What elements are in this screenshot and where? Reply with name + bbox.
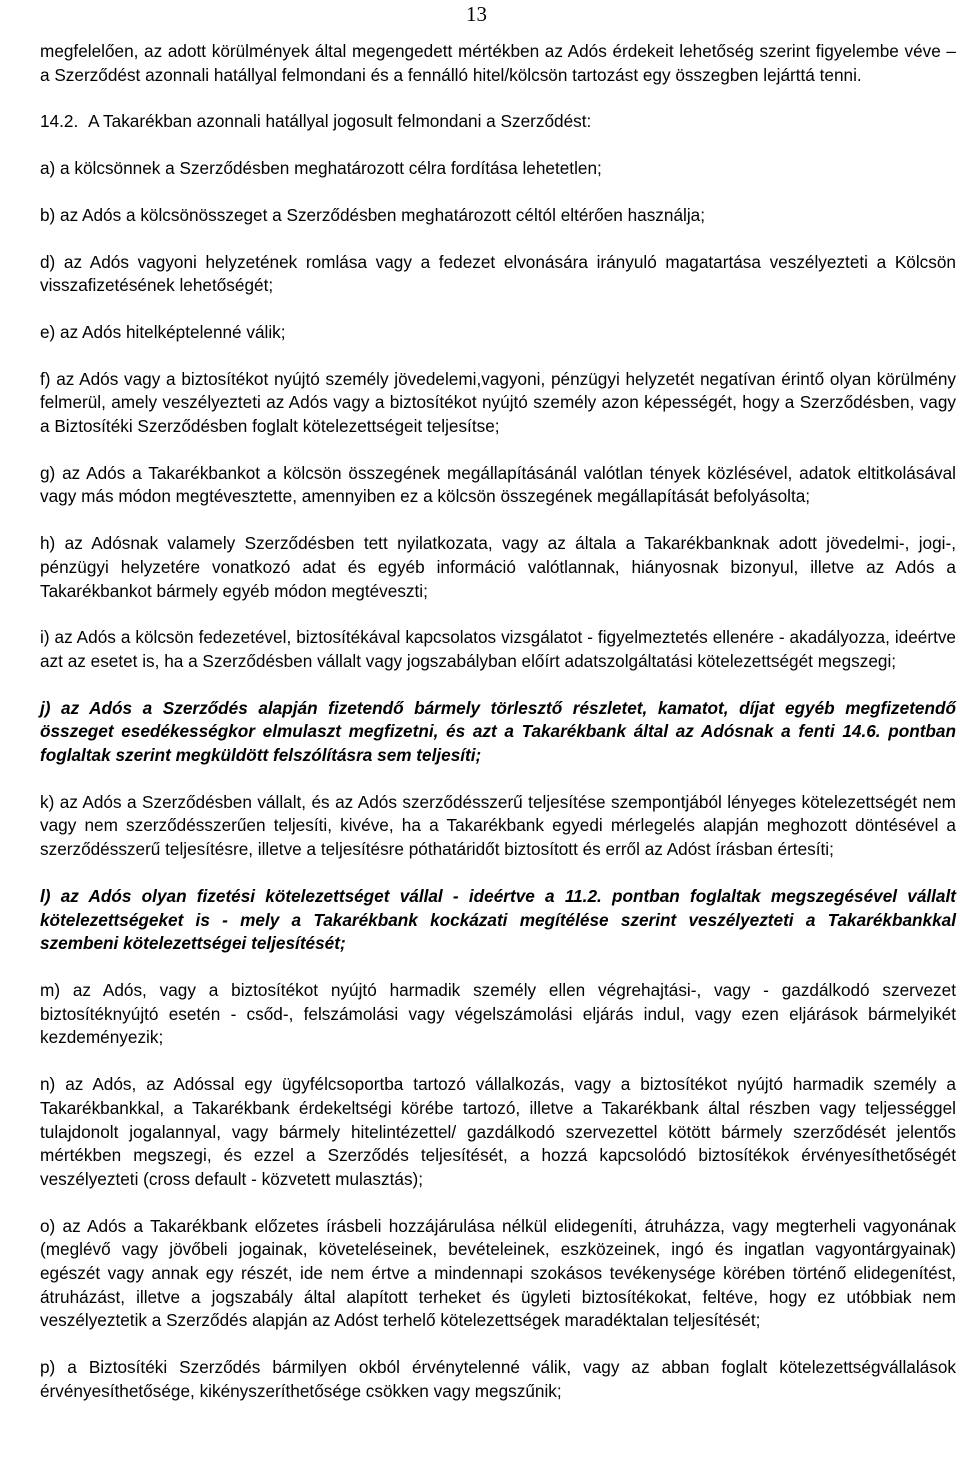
section-number: 14.2.	[40, 111, 79, 132]
page-number: 13	[466, 2, 487, 26]
item-e: e) az Adós hitelképtelenné válik;	[40, 321, 286, 342]
item-n: n) az Adós, az Adóssal egy ügyfélcsoportba tartozó vállalkozás, vagy a biztosítékot nyújtó harmadik személy a Takarékbankkal, a Takarékbank érdekeltségi körébe tartozó, illetve a Takarékbank által részben vagy teljességgel tulajdonolt jogalannyal, vagy bármely hitelintézettel/ gazdálkodó szervezettel kötött bármely szerződését jelentős mértékben megszegi, és ezzel a Szerződés teljesítését, a hozzá kapcsolódó biztosítékok érvényesíthetőségét veszélyezteti (cross default - közvetett mulasztás);	[40, 1074, 956, 1189]
item-o: o) az Adós a Takarékbank előzetes írásbeli hozzájárulása nélkül elidegeníti, átruházza, vagy megterheli vagyonának (meglévő vagy jövőbeli jogainak, követeléseinek, bevételeinek, eszközeinek, ingó és ingatlan vagyontárgyainak) egészét vagy annak egy részét, ide nem értve a mindennapi szokásos tevékenysége körében történő elidegenítést, átruházást, illetve a jogszabály által alapított terheket és ügyleti biztosítékokat, feltéve, hogy ez utóbbiak nem veszélyeztetik a Szerződés alapján az Adóst terhelő kötelezettségek maradéktalan teljesítését;	[40, 1215, 956, 1331]
item-h: h) az Adósnak valamely Szerződésben tett nyilatkozata, vagy az általa a Takarékbanknak adott jövedelmi-, jogi-, pénzügyi helyzetére vonatkozó adat és egyéb információ valótlannak, hiányosnak bizonyul, illetve az Adós a Takarékbankot bármely egyéb módon megtéveszti;	[40, 533, 956, 601]
item-f: f) az Adós vagy a biztosítékot nyújtó személy jövedelemi,vagyoni, pénzügyi helyzetét negatívan érintő olyan körülmény felmerül, amely veszélyezteti az Adós vagy a biztosítékot nyújtó személy azon képességét, hogy a Szerződésben, vagy a Biztosítéki Szerződésben foglalt kötelezettségeit teljesítse;	[40, 368, 956, 437]
item-g: g) az Adós a Takarékbankot a kölcsön összegének megállapításánál valótlan tények közlésével, adatok eltitkolásával vagy más módon megtévesztette, amennyiben ez a kölcsön összegének megállapítását befolyásolta;	[40, 462, 956, 507]
item-b: b) az Adós a kölcsönösszeget a Szerződésben meghatározott céltól eltérően használja;	[40, 204, 705, 225]
paragraph-intro: megfelelően, az adott körülmények által megengedett mértékben az Adós érdekeit lehetőség szerint figyelembe véve – a Szerződést azonnali hatállyal felmondani és a fennálló hitel/kölcsön tartozást egy összegben lejárttá tenni.	[40, 41, 956, 85]
item-k: k) az Adós a Szerződésben vállalt, és az Adós szerződésszerű teljesítése szempontjából lényeges kötelezettségét nem vagy nem szerződésszerűen teljesíti, kivéve, ha a Takarékbank egyedi mérlegelés alapján meghozott döntésével a szerződésszerű teljesítésre, illetve a teljesítésre póthatáridőt biztosított és erről az Adóst írásban értesíti;	[40, 791, 956, 860]
item-i: i) az Adós a kölcsön fedezetével, biztosítékával kapcsolatos vizsgálatot - figyelmeztetés ellenére - akadályozza, ideértve azt az esetet is, ha a Szerződésben vállalt vagy jogszabályban előírt adatszolgáltatási kötelezettségét megszegi;	[40, 627, 956, 671]
section-text: A Takarékban azonnali hatállyal jogosult felmondani a Szerződést:	[88, 111, 592, 132]
section-heading	[40, 110, 956, 134]
item-d: d) az Adós vagyoni helyzetének romlása vagy a fedezet elvonására irányuló magatartása veszélyezteti a Kölcsön visszafizetésének lehetőségét;	[40, 251, 956, 296]
item-j: j) az Adós a Szerződés alapján fizetendő bármely törlesztő részletet, kamatot, díjat egyéb megfizetendő összeget esedékességkor elmulaszt megfizetni, és azt a Takarékbank által az Adósnak a fenti 14.6. pontban foglaltak szerint megküldött felszólításra sem teljesíti;	[40, 697, 956, 766]
item-m: m) az Adós, vagy a biztosítékot nyújtó harmadik személy ellen végrehajtási-, vagy - gazdálkodó szervezet biztosítéknyújtó esetén - csőd-, felszámolási vagy végelszámolási eljárás indul, vagy ezen eljárások bármelyikét kezdeményezik;	[40, 979, 956, 1048]
item-a: a) a kölcsönnek a Szerződésben meghatározott célra fordítása lehetetlen;	[40, 158, 602, 179]
item-l: l) az Adós olyan fizetési kötelezettséget vállal - ideértve a 11.2. pontban foglaltak megszegésével vállalt kötelezettségeket is - mely a Takarékbank kockázati megítélése szerint veszélyezteti a Takarékbankkal szembeni kötelezettségei teljesítését;	[40, 885, 956, 954]
document-body	[40, 40, 956, 1427]
item-p: p) a Biztosítéki Szerződés bármilyen okból érvénytelenné válik, vagy az abban foglalt kötelezettségvállalások érvényesíthetősége, kikényszeríthetősége csökken vagy megszűnik;	[40, 1357, 956, 1401]
